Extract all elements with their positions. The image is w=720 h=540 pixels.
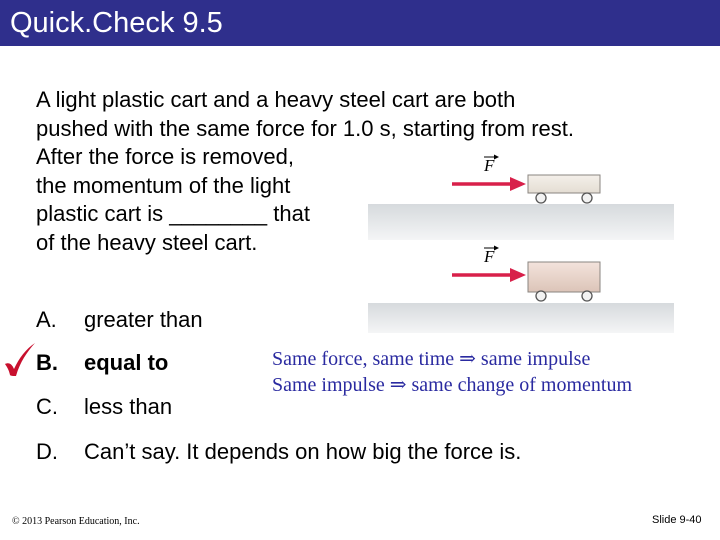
- title-bar: [0, 0, 720, 46]
- option-text: Can’t say. It depends on how big the force is.: [84, 439, 522, 464]
- explanation-line: Same force, same time ⇒ same impulse: [272, 348, 591, 370]
- option-letter: A.: [36, 307, 57, 332]
- option-text: less than: [84, 394, 173, 419]
- explanation: [272, 346, 632, 398]
- copyright: © 2013 Pearson Education, Inc.: [12, 516, 140, 527]
- option-letter: C.: [36, 394, 58, 419]
- question-line: plastic cart is ________ that: [36, 201, 310, 226]
- wheel: [582, 291, 592, 301]
- checkmark-icon: [3, 342, 37, 378]
- arrowhead: [510, 177, 526, 191]
- wheel: [582, 193, 592, 203]
- option-letter: B.: [36, 350, 58, 375]
- question-line: After the force is removed,: [36, 144, 294, 169]
- option-text: greater than: [84, 307, 203, 332]
- steel-cart: [528, 262, 600, 292]
- vector-bar-head: [494, 155, 499, 160]
- plastic-cart: [528, 175, 600, 193]
- wheel: [536, 291, 546, 301]
- arrowhead: [510, 268, 526, 282]
- question-line: of the heavy steel cart.: [36, 229, 258, 255]
- question-line: pushed with the same force for 1.0 s, starting from rest.: [36, 115, 575, 141]
- explanation-line: Same impulse ⇒ same change of momentum: [272, 374, 633, 396]
- force-label-top: F: [484, 156, 495, 175]
- question-line: the momentum of the light: [36, 172, 291, 198]
- question-line: A light plastic cart and a heavy steel cart are both: [36, 87, 516, 112]
- carts-figure: [368, 145, 674, 335]
- option-letter: D.: [36, 439, 58, 464]
- vector-bar-head: [494, 246, 499, 251]
- wheel: [536, 193, 546, 203]
- slide-number: Slide 9-40: [652, 514, 702, 526]
- floor-bottom: [368, 303, 674, 333]
- option-text: equal to: [84, 350, 169, 375]
- slide-title: Quick.Check 9.5: [10, 7, 223, 39]
- force-label-bottom: F: [484, 247, 495, 266]
- floor-top: [368, 204, 674, 240]
